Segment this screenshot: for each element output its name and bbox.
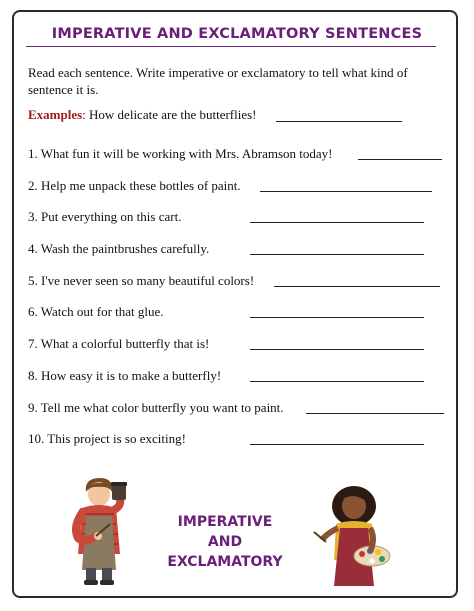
sentence-item-6: 6. Watch out for that glue. [28, 304, 164, 319]
title-underline [26, 46, 436, 47]
painter-boy-illustration [62, 474, 142, 586]
sentence-item-4: 4. Wash the paintbrushes carefully. [28, 241, 210, 256]
bottom-title-line-1: IMPERATIVE [177, 514, 273, 530]
answer-blank-7[interactable] [250, 349, 424, 350]
answer-blank-2[interactable] [260, 191, 432, 192]
example-label: Examples [28, 107, 83, 122]
answer-blank-10[interactable] [250, 444, 424, 445]
sentence-item-1: 1. What fun it will be working with Mrs. Abramson today! [28, 146, 333, 161]
answer-blank-8[interactable] [250, 381, 424, 382]
answer-blank-6[interactable] [250, 317, 424, 318]
sentence-item-10: 10. This project is so exciting! [28, 431, 186, 446]
worksheet-title: IMPERATIVE AND EXCLAMATORY SENTENCES [51, 26, 423, 42]
answer-blank-3[interactable] [250, 222, 424, 223]
answer-blank-9[interactable] [306, 413, 444, 414]
bottom-title-line-2: AND [207, 534, 243, 550]
painter-girl-illustration [310, 482, 396, 588]
example-text: : How delicate are the butterflies! [82, 107, 257, 122]
instructions: Read each sentence. Write imperative or exclamatory to tell what kind of sentence it is. [28, 65, 408, 97]
sentence-item-2: 2. Help me unpack these bottles of paint. [28, 178, 241, 193]
bottom-title-line-3: EXCLAMATORY [167, 554, 283, 570]
sentence-item-5: 5. I've never seen so many beautiful colors! [28, 273, 255, 288]
answer-blank-4[interactable] [250, 254, 424, 255]
example-line [28, 107, 257, 123]
example-answer-line [276, 121, 402, 122]
sentence-item-9: 9. Tell me what color butterfly you want to paint. [28, 400, 284, 415]
sentence-item-7: 7. What a colorful butterfly that is! [28, 336, 210, 351]
sentence-item-3: 3. Put everything on this cart. [28, 209, 182, 224]
answer-blank-5[interactable] [274, 286, 440, 287]
sentence-item-8: 8. How easy it is to make a butterfly! [28, 368, 222, 383]
answer-blank-1[interactable] [358, 159, 442, 160]
